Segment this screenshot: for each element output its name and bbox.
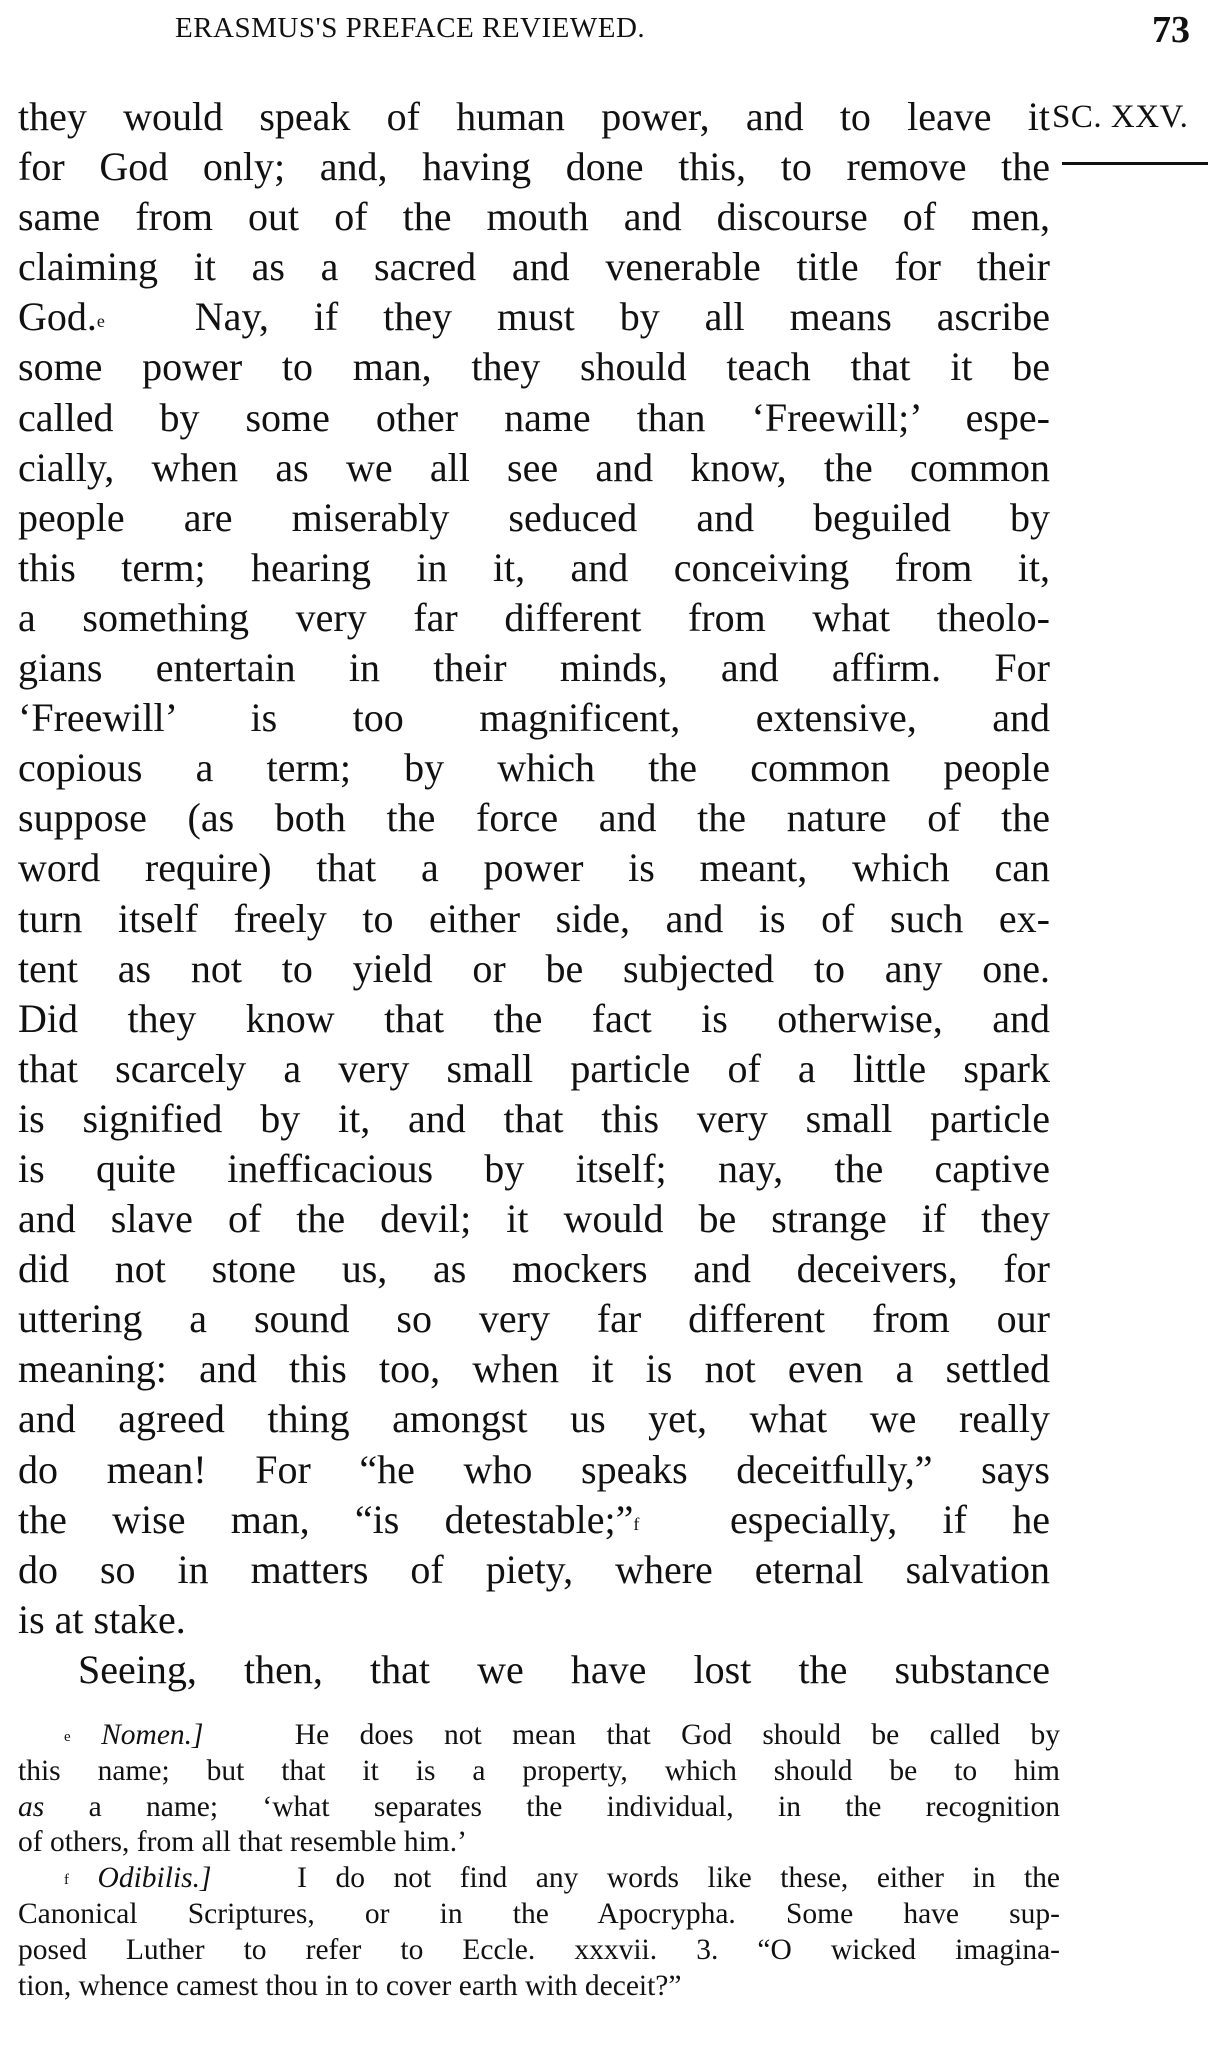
text-line: do so in matters of piety, where eternal salvation [18,1546,1050,1592]
footnote-line: Canonical Scriptures, or in the Apocrypha. Some have sup- [18,1897,1060,1930]
sidenote-rule [1062,162,1208,165]
footnote-keyword: Odibilis.] [97,1862,212,1895]
text-line: some power to man, they should teach that it be [18,344,1050,390]
page-header [0,8,1220,52]
text-line: they would speak of human power, and to leave it [18,94,1050,139]
text-line: ‘Freewill’ is too magnificent, extensive, and [18,695,1050,741]
text-line: claiming it as a sacred and venerable title for their [18,244,1050,290]
text-line: is signified by it, and that this very small particle [18,1095,1050,1141]
text-line: and slave of the devil; it would be strange if they [18,1196,1050,1242]
footnotes [18,1718,1060,2004]
body-text [18,92,1050,1695]
footnote-marker: f [64,1872,69,1889]
text-line: meaning: and this too, when it is not even a settled [18,1346,1050,1392]
text-line: and agreed thing amongst us yet, what we really [18,1396,1050,1442]
text-line: did not stone us, as mockers and deceivers, for [18,1246,1050,1292]
text-line: this term; hearing in it, and conceiving from it, [18,544,1050,590]
text-line: is at stake. [18,1596,186,1642]
text-line: that scarcely a very small particle of a little spark [18,1045,1050,1091]
text-line: is quite inefficacious by itself; nay, the captive [18,1145,1050,1191]
text-line: gians entertain in their minds, and affirm. For [18,645,1050,691]
footnote-line: tion, whence camest thou in to cover earth with deceit?” [18,1969,682,2002]
text-line: tent as not to yield or be subjected to any one. [18,945,1050,991]
text-line: turn itself freely to either side, and is of such ex- [18,895,1050,941]
text-line: for God only; and, having done this, to remove the [18,144,1050,190]
footnote-line: this name; but that it is a property, which should be to him [18,1754,1060,1787]
text-line: copious a term; by which the common people [18,745,1050,791]
text-line: uttering a sound so very far different from our [18,1296,1050,1342]
text-line: Did they know that the fact is otherwise, and [18,995,1050,1041]
running-title: ERASMUS'S PREFACE REVIEWED. [175,12,646,44]
footnote-marker: e [64,1729,71,1745]
text-line: same from out of the mouth and discourse of men, [18,194,1050,240]
footnote-ref-f[interactable]: f [633,1513,640,1534]
text-line: suppose (as both the force and the nature of the [18,795,1050,841]
text-line: God.$^e$ Nay, if they must by all means ascribe [18,294,1050,340]
text-line: cially, when as we all see and know, the common [18,444,1050,490]
footnote-e: $^e$ Nomen.] He does not mean that God should be called by [64,1719,1060,1751]
footnote-ref-e[interactable]: e [96,311,105,332]
footnote-line: posed Luther to refer to Eccle. xxxvii. 3. “O wicked imagina- [18,1933,1060,1966]
footnote-f: $^f$ Odibilis.] I do not find any words like these, either in the [64,1862,1061,1895]
text-line: people are miserably seduced and beguiled by [18,494,1050,540]
footnote-line: as a name; ‘what separates the individual, in the recognition [18,1790,1060,1823]
text-line: a something very far different from what theolo- [18,594,1050,640]
text-line: called by some other name than ‘Freewill;’ espe- [18,394,1050,440]
section-sidenote: SC. XXV. [1052,99,1189,135]
text-line: word require) that a power is meant, which can [18,845,1050,891]
text-line: Seeing, then, that we have lost the substance [78,1646,1050,1692]
footnote-keyword: Nomen.] [101,1719,204,1751]
page-number: 73 [1152,9,1190,51]
text-line: the wise man, “is detestable;”$^f$ especially, if he [18,1496,1051,1542]
text-line: do mean! For “he who speaks deceitfully,” says [18,1446,1050,1492]
footnote-line: of others, from all that resemble him.’ [18,1826,467,1859]
